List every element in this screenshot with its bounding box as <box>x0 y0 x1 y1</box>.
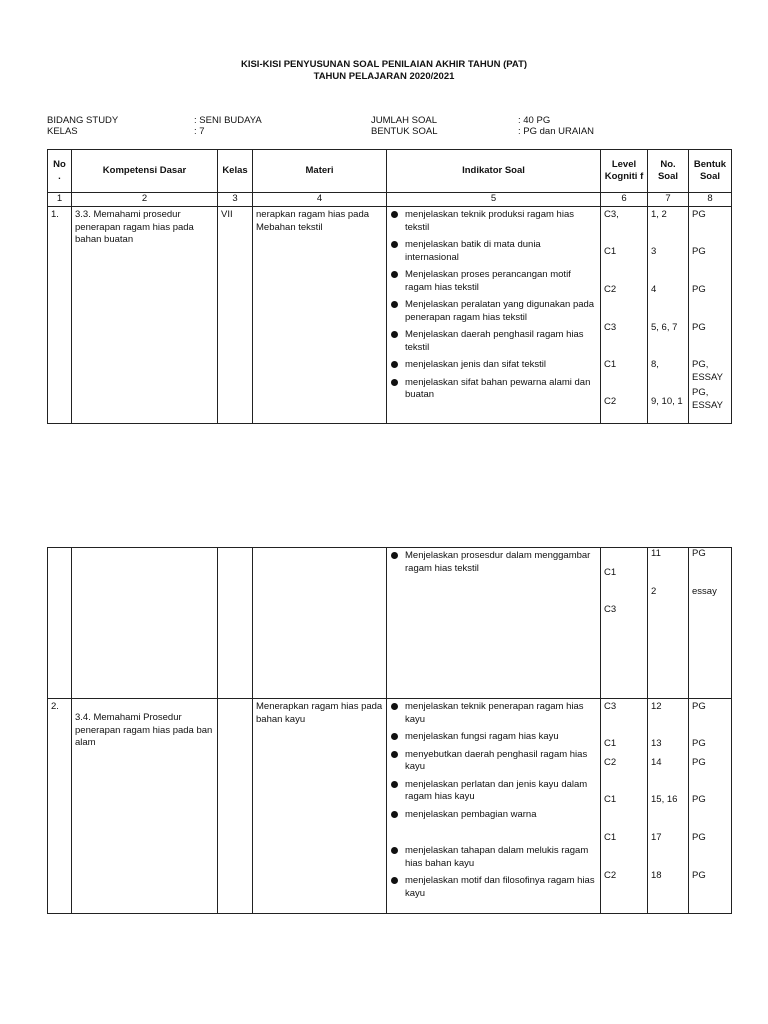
kisi-table-page2 <box>47 547 732 914</box>
bentuk-value: PG, ESSAY <box>692 359 723 383</box>
row-number: 1. <box>48 207 72 424</box>
column-number: 8 <box>689 193 732 207</box>
level-value: C3 <box>604 322 617 333</box>
indicator-item <box>390 377 597 402</box>
indicator-item <box>390 209 597 234</box>
bentuk-value: PG <box>692 246 706 257</box>
no-soal-value: 5, 6, 7 <box>651 322 678 333</box>
indicator-text: menyebutkan daerah penghasil ragam hias kayu <box>405 748 588 772</box>
level-cell <box>601 207 648 424</box>
table-row <box>48 548 732 699</box>
column-number: 4 <box>253 193 387 207</box>
level-value: C2 <box>604 396 617 407</box>
indicator-item <box>390 779 597 804</box>
header-no: No . <box>48 150 72 193</box>
indicator-item <box>390 269 597 294</box>
bullet-icon <box>391 271 398 278</box>
indicator-text: menjelaskan teknik produksi ragam hias tekstil <box>405 209 574 233</box>
bullet-icon <box>391 361 398 368</box>
bullet-icon <box>391 877 398 884</box>
bidang-value: : SENI BUDAYA <box>194 115 262 126</box>
bullet-icon <box>391 703 398 710</box>
bentuk-value: PG <box>692 757 706 768</box>
materi-cell: nerapkan ragam hias pada Mebahan tekstil <box>253 207 387 424</box>
column-number-row <box>48 193 732 207</box>
header-indikator-soal: Indikator Soal <box>387 150 601 193</box>
header-kompetensi-dasar: Kompetensi Dasar <box>72 150 218 193</box>
indicator-text: Menjelaskan peralatan yang digunakan pada penerapan ragam hias tekstil <box>405 299 595 323</box>
level-cell <box>601 548 648 699</box>
bentuk-value: PG <box>692 832 706 843</box>
header-kelas: Kelas <box>218 150 253 193</box>
indicator-item <box>390 731 597 744</box>
level-value: C1 <box>604 246 617 257</box>
level-value: C1 <box>604 794 617 805</box>
header-level-kognitif: Level Kogniti f <box>601 150 648 193</box>
column-number: 3 <box>218 193 253 207</box>
no-soal-value: 14 <box>651 757 662 768</box>
no-soal-value: 8, <box>651 359 659 370</box>
kelas-cell <box>218 699 253 914</box>
bidang-label: BIDANG STUDY <box>47 115 119 126</box>
bentuk-value: essay <box>692 586 717 597</box>
bullet-icon <box>391 331 398 338</box>
level-value: C2 <box>604 757 617 768</box>
kompetensi-dasar-cell <box>72 699 218 914</box>
indicator-item <box>390 239 597 264</box>
indicator-item <box>390 299 597 324</box>
indicator-item <box>390 875 597 900</box>
row-number <box>48 548 72 699</box>
bentuk-label: BENTUK SOAL <box>371 126 438 137</box>
bullet-icon <box>391 751 398 758</box>
indicator-text: Menjelaskan proses perancangan motif ragam hias tekstil <box>405 269 571 293</box>
kompetensi-dasar-cell <box>72 548 218 699</box>
column-number: 2 <box>72 193 218 207</box>
level-value: C3 <box>604 701 617 712</box>
level-value: C1 <box>604 567 617 578</box>
indicator-item <box>390 359 597 372</box>
indicator-text: menjelaskan tahapan dalam melukis ragam hias bahan kayu <box>405 845 589 869</box>
no-soal-value: 13 <box>651 738 662 749</box>
indicator-text: menjelaskan motif dan filosofinya ragam hias kayu <box>405 875 595 899</box>
bentuk-value: PG <box>692 209 706 220</box>
column-number: 1 <box>48 193 72 207</box>
kompetensi-dasar-cell: 3.3. Memahami prosedur penerapan ragam hias pada bahan buatan <box>72 207 218 424</box>
materi-cell <box>253 548 387 699</box>
level-value: C1 <box>604 738 617 749</box>
indicator-text: Menjelaskan prosesdur dalam menggambar ragam hias tekstil <box>405 550 591 574</box>
kompetensi-dasar-text: 3.4. Memahami Prosedur penerapan ragam hias pada ban alam <box>75 712 213 748</box>
level-cell <box>601 699 648 914</box>
indicator-text: menjelaskan teknik penerapan ragam hias kayu <box>405 701 584 725</box>
bentuk-value: PG <box>692 870 706 881</box>
jumlah-value: : 40 PG <box>518 115 551 126</box>
kelas-label: KELAS <box>47 126 78 137</box>
indicator-text: menjelaskan jenis dan sifat tekstil <box>405 359 546 370</box>
document-title: KISI-KISI PENYUSUNAN SOAL PENILAIAN AKHIR TAHUN (PAT) <box>240 59 528 70</box>
indicator-text: menjelaskan fungsi ragam hias kayu <box>405 731 559 742</box>
bullet-icon <box>391 847 398 854</box>
level-value: C3 <box>604 604 617 615</box>
bullet-icon <box>391 301 398 308</box>
no-soal-value: 18 <box>651 870 662 881</box>
bentuk-value: PG <box>692 284 706 295</box>
no-soal-value: 3 <box>651 246 657 257</box>
indicator-item <box>390 809 597 822</box>
kelas-value: : 7 <box>194 126 205 137</box>
bullet-icon <box>391 552 398 559</box>
bentuk-soal-cell <box>689 207 732 424</box>
kelas-cell <box>218 548 253 699</box>
bullet-icon <box>391 211 398 218</box>
row-number: 2. <box>48 699 72 914</box>
indicator-text: menjelaskan pembagian warna <box>405 808 537 820</box>
bullet-icon <box>391 781 398 788</box>
column-number: 5 <box>387 193 601 207</box>
kelas-cell: VII <box>218 207 253 424</box>
bentuk-value: PG <box>692 548 706 559</box>
indicator-text: menjelaskan sifat bahan pewarna alami dan buatan <box>405 376 591 400</box>
bentuk-value: PG <box>692 738 706 749</box>
document-subtitle: TAHUN PELAJARAN 2020/2021 <box>313 71 455 82</box>
indicator-text: Menjelaskan daerah penghasil ragam hias tekstil <box>405 329 584 353</box>
no-soal-value: 15, 16 <box>651 794 678 805</box>
indikator-cell <box>387 548 601 699</box>
bentuk-value: : PG dan URAIAN <box>518 126 595 137</box>
bentuk-value: PG, ESSAY <box>692 387 723 411</box>
no-soal-value: 11 <box>651 548 661 559</box>
no-soal-cell <box>648 548 689 699</box>
indicator-text: menjelaskan batik di mata dunia internasional <box>405 239 541 263</box>
header-materi: Materi <box>253 150 387 193</box>
bullet-icon <box>391 241 398 248</box>
no-soal-value: 2 <box>651 586 657 597</box>
materi-cell: Menerapkan ragam hias pada bahan kayu <box>253 699 387 914</box>
no-soal-value: 4 <box>651 284 657 295</box>
level-value: C2 <box>604 870 617 881</box>
bentuk-value: PG <box>692 794 706 805</box>
indicator-item <box>390 329 597 354</box>
bullet-icon <box>391 379 398 386</box>
level-value: C1 <box>604 359 617 370</box>
header-bentuk-soal: Bentuk Soal <box>689 150 732 193</box>
kisi-table-page1 <box>47 149 732 424</box>
column-number: 7 <box>648 193 689 207</box>
jumlah-label: JUMLAH SOAL <box>371 115 437 126</box>
indicator-item <box>390 749 597 774</box>
no-soal-cell <box>648 699 689 914</box>
indicator-text: menjelaskan perlatan dan jenis kayu dalam ragam hias kayu <box>405 778 588 802</box>
header-row <box>48 150 732 193</box>
bentuk-value: PG <box>692 701 706 712</box>
header-no-soal: No. Soal <box>648 150 689 193</box>
no-soal-cell <box>648 207 689 424</box>
level-value: C1 <box>604 832 617 843</box>
bullet-icon <box>391 733 398 740</box>
bentuk-soal-cell <box>689 699 732 914</box>
level-value: C3, <box>604 209 619 220</box>
no-soal-value: 1, 2 <box>651 209 667 220</box>
table-row <box>48 207 732 424</box>
no-soal-value: 9, 10, 1 <box>651 396 683 407</box>
bentuk-value: PG <box>692 322 706 333</box>
table-row <box>48 699 732 914</box>
indicator-item <box>390 701 597 726</box>
indicator-item <box>390 845 597 870</box>
level-value: C2 <box>604 284 617 295</box>
column-number: 6 <box>601 193 648 207</box>
indikator-cell <box>387 699 601 914</box>
no-soal-value: 12 <box>651 701 662 712</box>
indicator-item <box>390 550 597 575</box>
indikator-cell <box>387 207 601 424</box>
bullet-icon <box>391 811 398 818</box>
bentuk-soal-cell <box>689 548 732 699</box>
no-soal-value: 17 <box>651 832 662 843</box>
